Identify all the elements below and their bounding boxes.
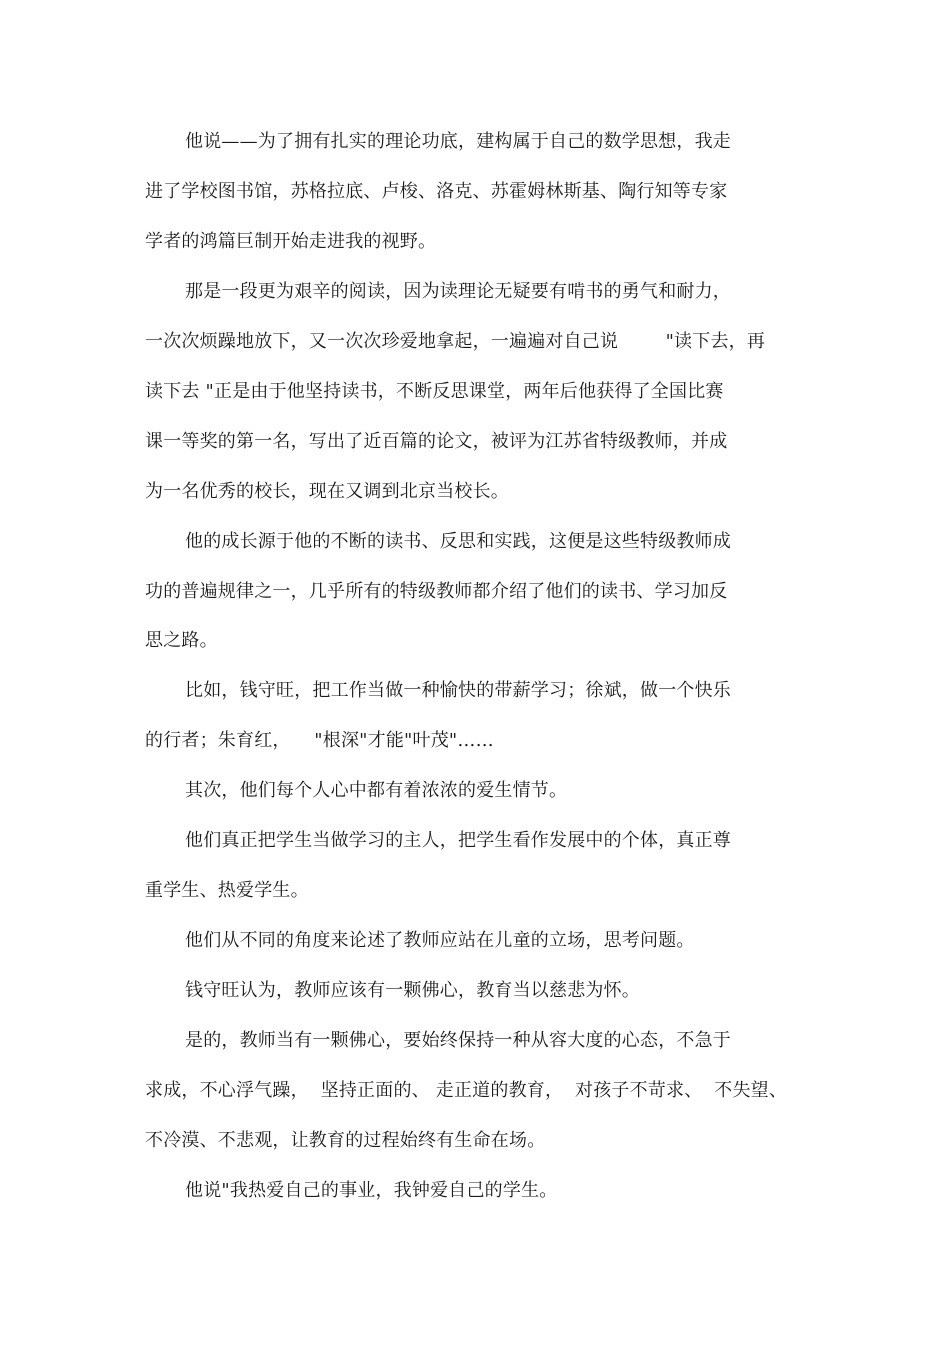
text-line: 是的，教师当有一颗佛心，要始终保持一种从容大度的心态，不急于 <box>185 1030 731 1051</box>
text-line: 他说"我热爱自己的事业，我钟爱自己的学生。 <box>185 1180 558 1201</box>
text-line: 为一名优秀的校长，现在又调到北京当校长。 <box>145 481 509 502</box>
text-line: 那是一段更为艰辛的阅读，因为读理论无疑要有啃书的勇气和耐力， <box>185 281 731 302</box>
text-line: 求成，不心浮气躁， 坚持正面的、 走正道的教育， 对孩子不苛求、 不失望、 <box>145 1080 788 1101</box>
text-line: 钱守旺认为，教师应该有一颗佛心，教育当以慈悲为怀。 <box>185 980 640 1001</box>
text-line: 其次，他们每个人心中都有着浓浓的爱生情节。 <box>185 780 568 801</box>
text-line: 课一等奖的第一名，写出了近百篇的论文，被评为江苏省特级教师，并成 <box>145 431 728 452</box>
text-line: 进了学校图书馆，苏格拉底、卢梭、洛克、苏霍姆林斯基、陶行知等专家 <box>145 181 728 202</box>
text-line: 不冷漠、不悲观，让教育的过程始终有生命在场。 <box>145 1130 546 1151</box>
text-line: 他说——为了拥有扎实的理论功底，建构属于自己的数学思想，我走 <box>185 131 731 152</box>
text-line: 他们从不同的角度来论述了教师应站在儿童的立场，思考问题。 <box>185 930 695 951</box>
text-line: 他们真正把学生当做学习的主人，把学生看作发展中的个体，真正尊 <box>185 830 731 851</box>
text-line: 重学生、热爱学生。 <box>145 880 309 901</box>
text-line: 比如，钱守旺，把工作当做一种愉快的带薪学习；徐斌，做一个快乐 <box>185 680 731 701</box>
text-line: 学者的鸿篇巨制开始走进我的视野。 <box>145 231 437 252</box>
text-line: 一次次烦躁地放下，又一次次珍爱地拿起，一遍遍对自己说 "读下去，再 <box>145 331 766 352</box>
text-line: 功的普遍规律之一，几乎所有的特级教师都介绍了他们的读书、学习加反 <box>145 581 728 602</box>
text-line: 他的成长源于他的不断的读书、反思和实践，这便是这些特级教师成 <box>185 531 731 552</box>
text-line: 的行者；朱育红， "根深"才能"叶茂"…… <box>145 730 494 751</box>
text-line: 读下去 "正是由于他坚持读书，不断反思课堂，两年后他获得了全国比赛 <box>145 381 724 402</box>
text-line: 思之路。 <box>145 630 218 651</box>
